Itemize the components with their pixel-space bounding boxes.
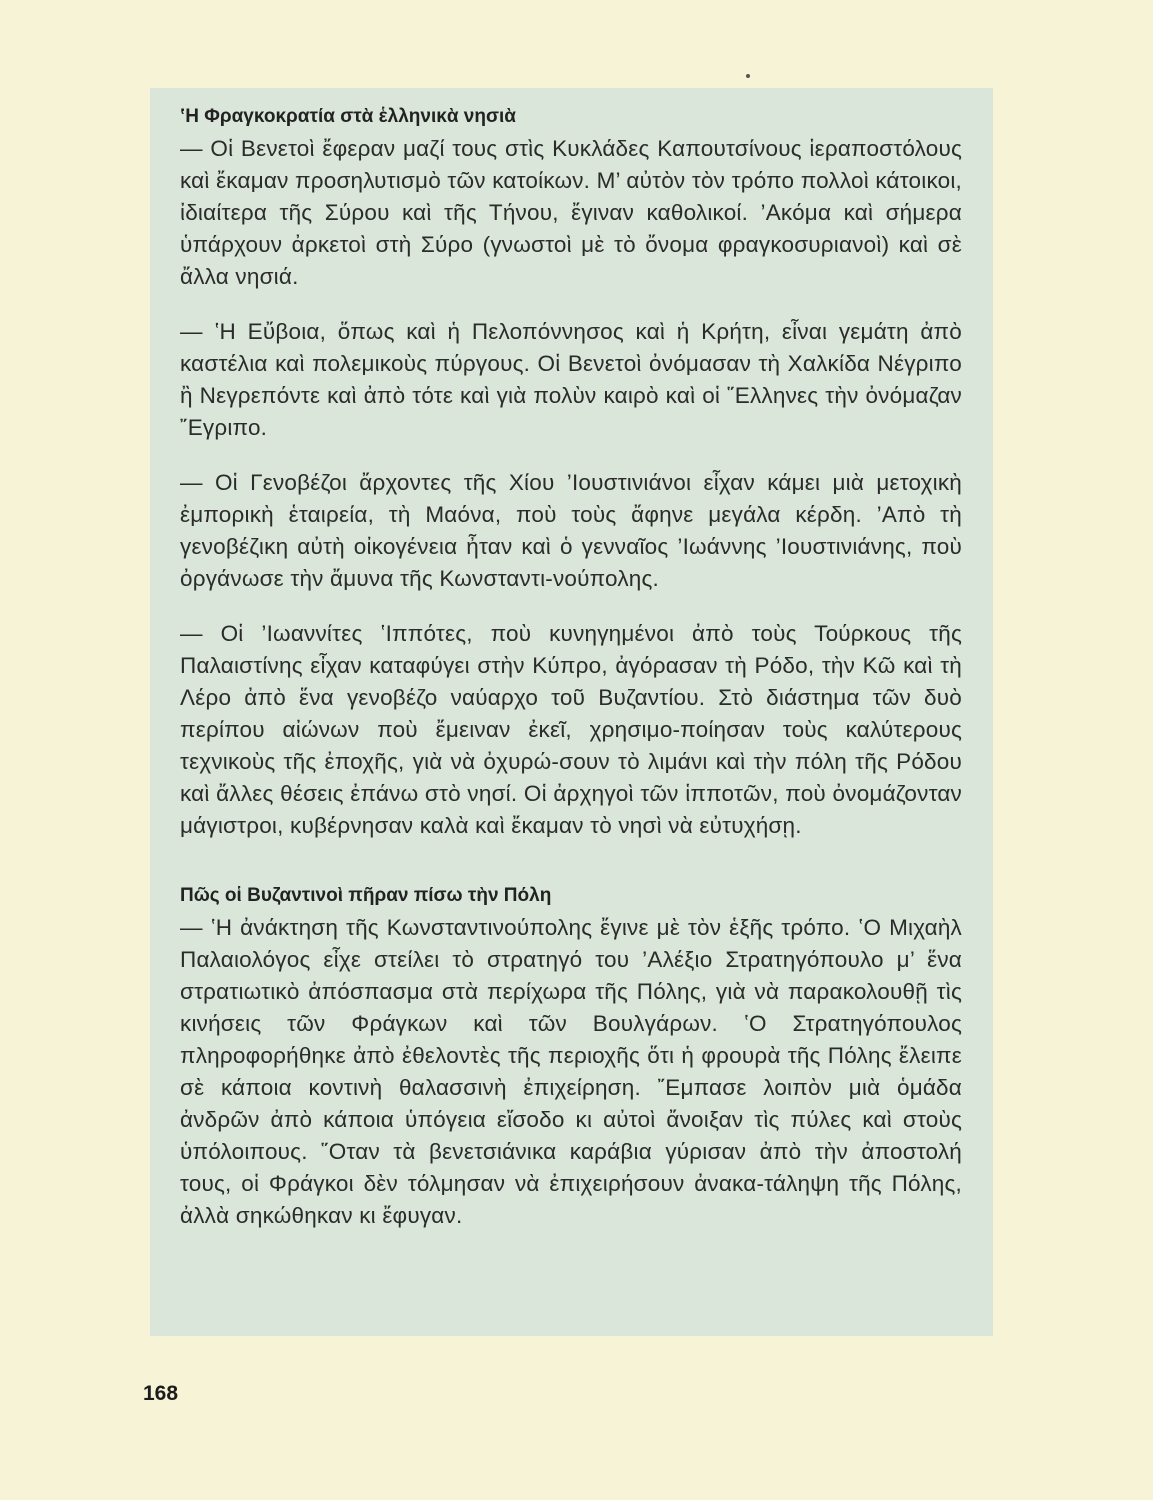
paragraph-venetians-cyclades: — Οἱ Βενετοὶ ἔφεραν μαζί τους στὶς Κυκλάδες Καπουτσίνους ἱεραποστόλους καὶ ἔκαμαν προσηλυτισμὸ τῶν κατοίκων. Μ’ αὐτὸν τὸν τρόπο πολλοὶ κάτοικοι, ἰδιαίτερα τῆς Σύρου καὶ τῆς Τήνου, ἔγιναν καθολικοί. ’Ακόμα καὶ σήμερα ὑπάρχουν ἀρκετοὶ στὴ Σύρο (γνωστοὶ μὲ τὸ ὄνομα φραγκοσυριανοὶ) καὶ σὲ ἄλλα νησιά. (180, 136, 962, 289)
paragraph-genoese-chios: — Οἱ Γενοβέζοι ἄρχοντες τῆς Χίου ’Ιουστινιάνοι εἶχαν κάμει μιὰ μετοχικὴ ἐμπορικὴ ἑταιρεία, τὴ Μαόνα, ποὺ τοὺς ἄφηνε μεγάλα κέρδη. ’Απὸ τὴ γενοβέζικη αὐτὴ οἰκογένεια ἦταν καὶ ὁ γενναῖος ’Ιωάννης ’Ιουστινιάνης, ποὺ ὀργάνωσε τὴν ἄμυνα τῆς Κωνσταντι-νούπολης. (180, 470, 962, 591)
paragraph-knights-rhodes: — Οἱ ’Ιωαννίτες ʽΙππότες, ποὺ κυνηγημένοι ἀπὸ τοὺς Τούρκους τῆς Παλαιστίνης εἶχαν καταφύγει στὴν Κύπρο, ἀγόρασαν τὴ Ρόδο, τὴν Κῶ καὶ τὴ Λέρο ἀπὸ ἕνα γενοβέζο ναύαρχο τοῦ Βυζαντίου. Στὸ διάστημα τῶν δυὸ περίπου αἰώνων ποὺ ἔμειναν ἐκεῖ, χρησιμο-ποίησαν τοὺς καλύτερους τεχνικοὺς τῆς ἐποχῆς, γιὰ νὰ ὀχυρώ-σουν τὸ λιμάνι καὶ τὴν πόλη τῆς Ρόδου καὶ ἄλλες θέσεις ἐπάνω στὸ νησί. Οἱ ἀρχηγοὶ τῶν ἱπποτῶν, ποὺ ὀνομάζονταν μάγιστροι, κυβέρνησαν καλὰ καὶ ἔκαμαν τὸ νησὶ νὰ εὐτυχήσῃ. (180, 621, 962, 838)
page-number: 168 (143, 1382, 179, 1405)
section-heading-frankokratia: ʽΗ Φραγκοκρατία στὰ ἑλληνικὰ νησιὰ (180, 106, 516, 127)
paragraph-recapture-constantinople: — ʽΗ ἀνάκτηση τῆς Κωνσταντινούπολης ἔγινε μὲ τὸν ἑξῆς τρόπο. ʽΟ Μιχαὴλ Παλαιολόγος εἶχε στείλει τὸ στρατηγό του ’Αλέξιο Στρατηγόπουλο μ’ ἕνα στρατιωτικὸ ἀπόσπασμα στὰ περίχωρα τῆς Πόλης, γιὰ νὰ παρακολουθῇ τὶς κινήσεις τῶν Φράγκων καὶ τῶν Βουλγάρων. ʽΟ Στρατηγόπουλος πληροφορήθηκε ἀπὸ ἐθελοντὲς τῆς περιοχῆς ὅτι ἡ φρουρὰ τῆς Πόλης ἔλειπε σὲ κάποια κοντινὴ θαλασσινὴ ἐπιχείρηση. ῎Εμπασε λοιπὸν μιὰ ὁμάδα ἀνδρῶν ἀπὸ κάποια ὑπόγεια εἴσοδο κι αὐτοὶ ἄνοιξαν τὶς πύλες καὶ στοὺς ὑπόλοιπους. ῞Οταν τὰ βενετσιάνικα καράβια γύρισαν ἀπὸ τὴν ἀποστολή τους, οἱ Φράγκοι δὲν τόλμησαν νὰ ἐπιχειρήσουν ἀνακα-τάληψη τῆς Πόλης, ἀλλὰ σηκώθηκαν κι ἔφυγαν. (180, 915, 962, 1228)
section-heading-recapture: Πῶς οἱ Βυζαντινοὶ πῆραν πίσω τὴν Πόλη (180, 885, 552, 906)
speck-mark (746, 74, 750, 78)
page-content (180, 103, 962, 1232)
paragraph-euboea: — ʽΗ Εὔβοια, ὅπως καὶ ἡ Πελοπόννησος καὶ ἡ Κρήτη, εἶναι γεμάτη ἀπὸ καστέλια καὶ πολεμικοὺς πύργους. Οἱ Βενετοὶ ὀνόμασαν τὴ Χαλκίδα Νέγριπο ἢ Νεγρεπόντε καὶ ἀπὸ τότε καὶ γιὰ πολὺν καιρὸ καὶ οἱ ῞Ελληνες τὴν ὀνόμαζαν ῎Εγριπο. (180, 319, 962, 440)
